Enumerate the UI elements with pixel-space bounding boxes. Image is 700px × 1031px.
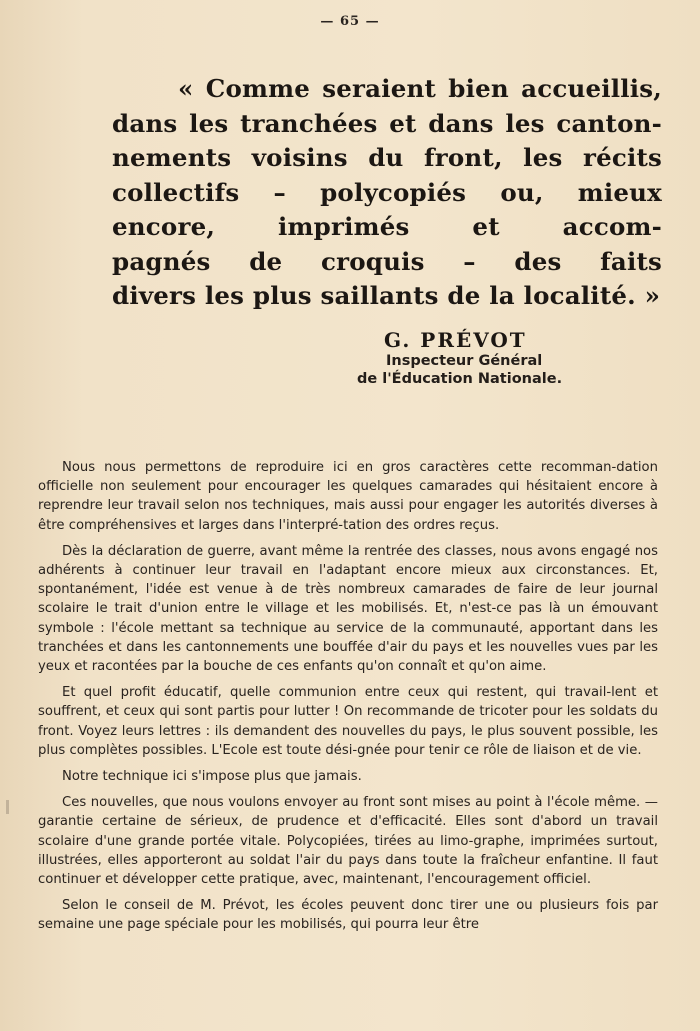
- quote-block: [112, 72, 662, 314]
- quote-line: dans les tranchées et dans les canton-: [112, 108, 662, 138]
- quote-line: encore, imprimés et accom-: [112, 212, 662, 241]
- article-body: [38, 458, 658, 942]
- paragraph: Notre technique ici s'impose plus que jamais.: [62, 769, 362, 785]
- paragraph: Et quel profit éducatif, quelle communion entre ceux qui restent, qui travail-lent et souffrent, et ceux qui sont partis pour lutter ! On recommande de tricoter pour les soldats du front. Voyez leurs lettres : ils demandent des nouvelles du pays, le plus souvent possible, les plus complètes possibles. L'Ecole est toute dési-gnée pour tenir ce rôle de liaison et de vie.: [38, 685, 658, 758]
- quote-line: nements voisins du front, les récits: [112, 143, 662, 172]
- paragraph: Nous nous permettons de reproduire ici en gros caractères cette recomman-dation officielle non seulement pour encourager les quelques camarades qui hésitaient encore à reprendre leur travail selon nos techniques, mais aussi pour engager les autorités diverses à être compréhensives et larges dans l'interpré-tation des ordres reçus.: [38, 460, 658, 533]
- quote-attribution: [340, 328, 600, 388]
- page-number: — 65 —: [320, 14, 380, 29]
- author-institution: de l'Éducation Nationale.: [357, 371, 563, 387]
- quote-line: pagnés de croquis – des faits: [112, 246, 662, 276]
- paper-mark: [6, 800, 9, 814]
- author-title: Inspecteur Général: [386, 353, 543, 369]
- quote-line: « Comme seraient bien accueillis,: [178, 74, 662, 103]
- paragraph: Dès la déclaration de guerre, avant même la rentrée des classes, nous avons engagé nos adhérents à continuer leur travail en l'adaptant encore mieux aux circonstances. Et, spontanément, l'idée est venue à de très nombreux camarades de faire de leur journal scolaire le trait d'union entre le village et les mobilisés. Et, n'est-ce pas là un émouvant symbole : l'école mettant sa technique au service de la communauté, apportant dans les tranchées et dans les cantonnements une bouffée d'air du pays et les nouvelles vues par les yeux et racontées par la bouche de ces enfants qu'on connaît et qu'on aime.: [38, 543, 658, 675]
- official-quote: [112, 72, 662, 314]
- quote-line: divers les plus saillants de la localité. »: [112, 281, 661, 310]
- quote-line: collectifs – polycopiés ou, mieux: [112, 177, 662, 207]
- author-name: G. PRÉVOT: [384, 328, 527, 352]
- paragraph: Ces nouvelles, que nous voulons envoyer au front sont mises au point à l'école même. — garantie certaine de sérieux, de prudence et d'efficacité. Elles sont d'abord un travail scolaire d'une grande portée vitale. Polycopiées, tirées au limo-graphe, imprimées surtout, illustrées, elles apporteront au soldat l'air du pays dans toute la fraîcheur enfantine. Il faut continuer et développer cette pratique, avec, maintenant, l'encouragement officiel.: [38, 795, 658, 888]
- paragraph: Selon le conseil de M. Prévot, les écoles peuvent donc tirer une ou plusieurs fois par semaine une page spéciale pour les mobilisés, qui pourra leur être: [38, 898, 658, 933]
